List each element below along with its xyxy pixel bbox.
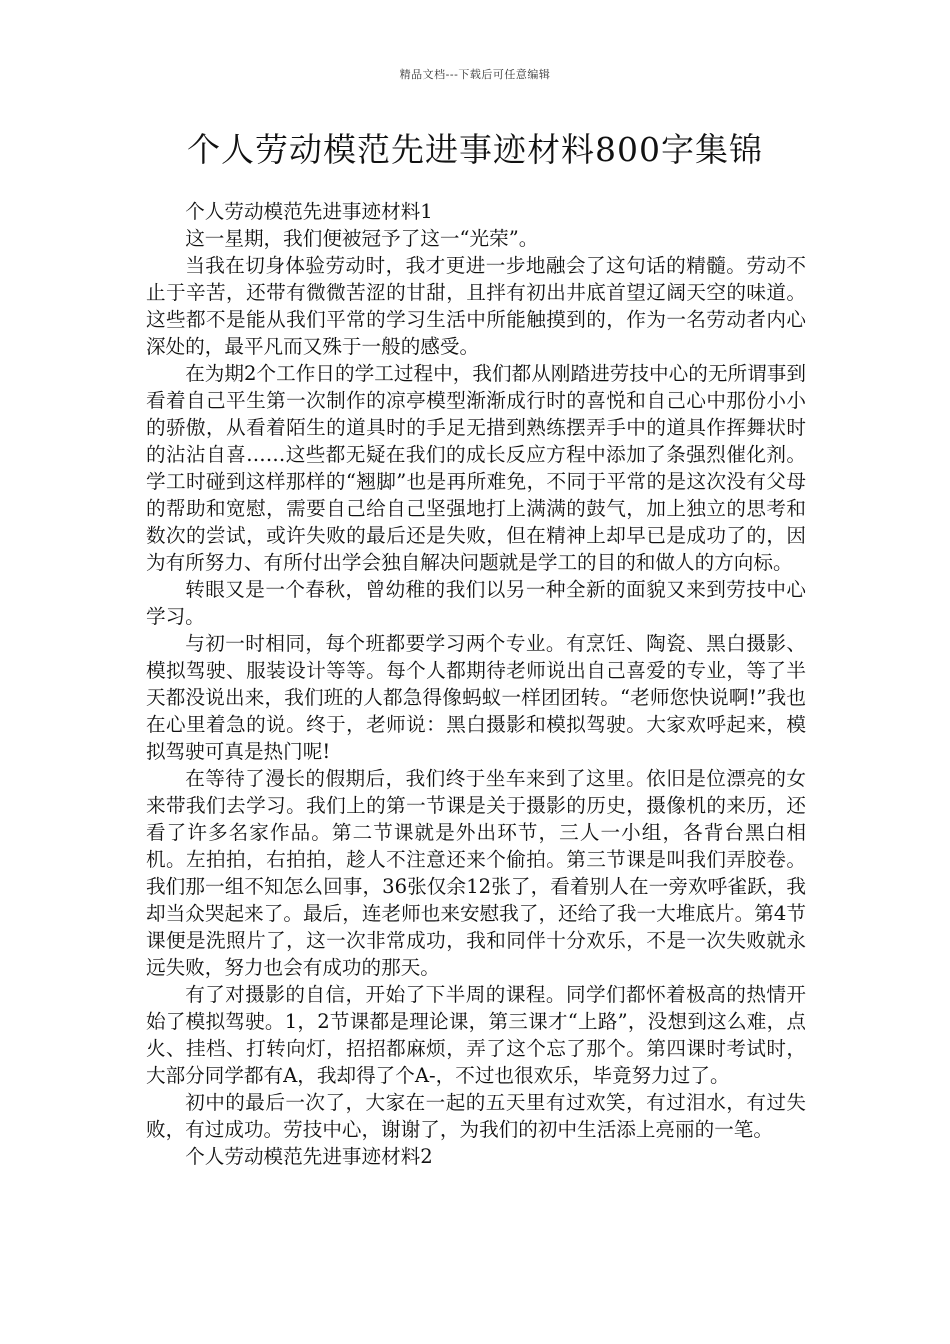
body-paragraph: 初中的最后一次了，大家在一起的五天里有过欢笑，有过泪水，有过失败，有过成功。劳技中心，谢谢了，为我们的初中生活添上亮丽的一笔。 [146,1091,806,1141]
body-paragraph: 当我在切身体验劳动时，我才更进一步地融会了这句话的精髓。劳动不止于辛苦，还带有微微苦涩的甘甜，且拌有初出井底首望辽阔天空的味道。这些都不是能从我们平常的学习生活中所能触摸到的，作为一名劳动者内心深处的，最平凡而又殊于一般的感受。 [146,254,806,358]
section-heading-1: 个人劳动模范先进事迹材料1 [185,200,433,223]
page-header-note: 精品文档---下载后可任意编辑 [399,68,551,81]
body-paragraph: 转眼又是一个春秋，曾幼稚的我们以另一种全新的面貌又来到劳技中心学习。 [146,578,806,628]
body-paragraph: 在等待了漫长的假期后，我们终于坐车来到了这里。依旧是位漂亮的女来带我们去学习。我们上的第一节课是关于摄影的历史，摄像机的来历，还看了许多名家作品。第二节课就是外出环节，三人一小组，各背台黑白相机。左拍拍，右拍拍，趁人不注意还来个偷拍。第三节课是叫我们弄胶卷。我们那一组不知怎么回事，36张仅余12张了，看着别人在一旁欢呼雀跃，我却当众哭起来了。最后，连老师也来安慰我了，还给了我一大堆底片。第4节课便是洗照片了，这一次非常成功，我和同伴十分欢乐，不是一次失败就永远失败，努力也会有成功的那天。 [146,767,806,979]
body-paragraph: 在为期2个工作日的学工过程中，我们都从刚踏进劳技中心的无所谓事到看着自己平生第一次制作的凉亭模型渐渐成行时的喜悦和自己心中那份小小的骄傲，从看着陌生的道具时的手足无措到熟练摆弄手中的道具作挥舞状时的沾沾自喜……这些都无疑在我们的成长反应方程中添加了条强烈催化剂。学工时碰到这样那样的“翘脚”也是再所难免，不同于平常的是这次没有父母的帮助和宽慰，需要自己给自己坚强地打上满满的鼓气，加上独立的思考和数次的尝试，或许失败的最后还是失败，但在精神上却早已是成功了的，因为有所努力、有所付出学会独自解决问题就是学工的目的和做人的方向标。 [146,362,806,574]
document-title: 个人劳动模范先进事迹材料800字集锦 [187,130,763,169]
body-paragraph: 这一星期，我们便被冠予了这一“光荣”。 [185,227,539,250]
document-body [146,198,806,1170]
body-paragraph: 有了对摄影的自信，开始了下半周的课程。同学们都怀着极高的热情开始了模拟驾驶。1，2节课都是理论课，第三课才“上路”，没想到这么难，点火、挂档、打转向灯，招招都麻烦，弄了这个忘了那个。第四课时考试时，大部分同学都有A，我却得了个A-，不过也很欢乐，毕竟努力过了。 [146,983,806,1087]
section-heading-2: 个人劳动模范先进事迹材料2 [185,1145,433,1168]
body-paragraph: 与初一时相同，每个班都要学习两个专业。有烹饪、陶瓷、黑白摄影、模拟驾驶、服装设计等等。每个人都期待老师说出自己喜爱的专业，等了半天都没说出来，我们班的人都急得像蚂蚁一样团团转。“老师您快说啊!”我也在心里着急的说。终于，老师说：黑白摄影和模拟驾驶。大家欢呼起来，模拟驾驶可真是热门呢! [146,632,806,763]
